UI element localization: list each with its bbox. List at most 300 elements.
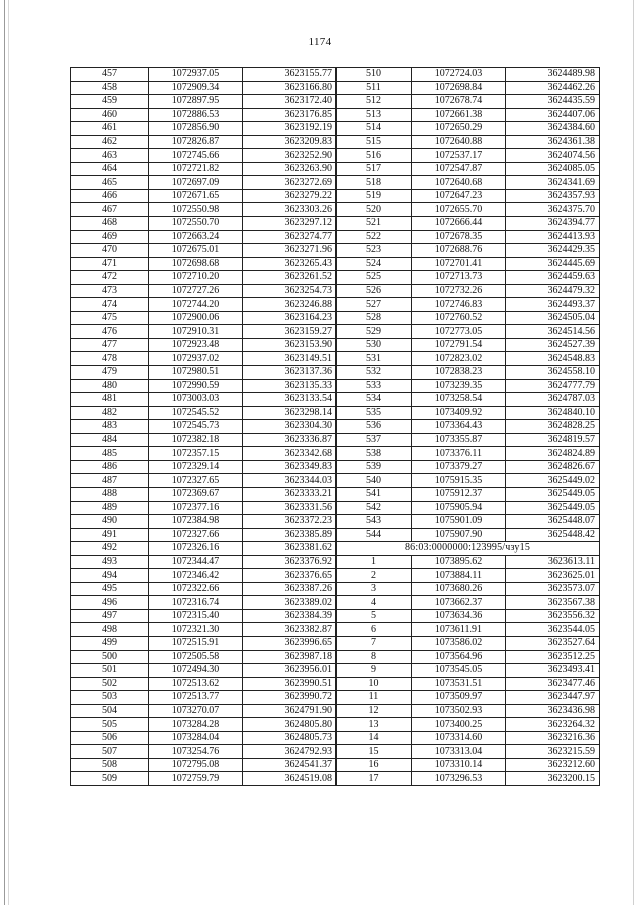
y-coordinate-cell: 3624505.04 bbox=[506, 311, 600, 325]
x-coordinate-cell: 1072663.24 bbox=[149, 230, 243, 244]
x-coordinate-cell: 1072701.41 bbox=[412, 257, 506, 271]
x-coordinate-cell: 1073258.54 bbox=[412, 393, 506, 407]
point-number-cell: 540 bbox=[336, 474, 412, 488]
y-coordinate-cell: 3623166.80 bbox=[243, 81, 337, 95]
point-number-cell: 492 bbox=[71, 542, 149, 556]
table-row bbox=[71, 406, 337, 420]
y-coordinate-cell: 3623436.98 bbox=[506, 704, 600, 718]
coordinates-table-left bbox=[70, 67, 337, 786]
point-number-cell: 520 bbox=[336, 203, 412, 217]
point-number-cell: 504 bbox=[71, 704, 149, 718]
point-number-cell: 481 bbox=[71, 393, 149, 407]
point-number-cell: 1 bbox=[336, 555, 412, 569]
table-row bbox=[71, 230, 337, 244]
y-coordinate-cell: 3623956.01 bbox=[243, 664, 337, 678]
y-coordinate-cell: 3624527.39 bbox=[506, 338, 600, 352]
x-coordinate-cell: 1073376.11 bbox=[412, 447, 506, 461]
y-coordinate-cell: 3623303.26 bbox=[243, 203, 337, 217]
x-coordinate-cell: 1072900.06 bbox=[149, 311, 243, 325]
point-number-cell: 483 bbox=[71, 420, 149, 434]
table-row bbox=[336, 528, 600, 542]
y-coordinate-cell: 3623990.51 bbox=[243, 677, 337, 691]
table-row bbox=[71, 379, 337, 393]
y-coordinate-cell: 3624558.10 bbox=[506, 366, 600, 380]
y-coordinate-cell: 3623176.85 bbox=[243, 108, 337, 122]
coordinates-table-right-body bbox=[336, 68, 600, 786]
x-coordinate-cell: 1072745.66 bbox=[149, 149, 243, 163]
point-number-cell: 500 bbox=[71, 650, 149, 664]
point-number-cell: 476 bbox=[71, 325, 149, 339]
point-number-cell: 490 bbox=[71, 515, 149, 529]
table-row bbox=[71, 122, 337, 136]
x-coordinate-cell: 1073884.11 bbox=[412, 569, 506, 583]
x-coordinate-cell: 1072923.48 bbox=[149, 338, 243, 352]
table-row bbox=[336, 650, 600, 664]
x-coordinate-cell: 1072326.16 bbox=[149, 542, 243, 556]
table-row bbox=[71, 474, 337, 488]
x-coordinate-cell: 1073509.97 bbox=[412, 691, 506, 705]
y-coordinate-cell: 3623212.60 bbox=[506, 758, 600, 772]
table-row bbox=[71, 447, 337, 461]
x-coordinate-cell: 1072547.87 bbox=[412, 162, 506, 176]
point-number-cell: 475 bbox=[71, 311, 149, 325]
x-coordinate-cell: 1075905.94 bbox=[412, 501, 506, 515]
point-number-cell: 467 bbox=[71, 203, 149, 217]
table-row bbox=[71, 569, 337, 583]
y-coordinate-cell: 3624840.10 bbox=[506, 406, 600, 420]
y-coordinate-cell: 3623477.46 bbox=[506, 677, 600, 691]
table-row bbox=[336, 81, 600, 95]
y-coordinate-cell: 3624085.05 bbox=[506, 162, 600, 176]
y-coordinate-cell: 3623527.64 bbox=[506, 636, 600, 650]
point-number-cell: 465 bbox=[71, 176, 149, 190]
x-coordinate-cell: 1072650.29 bbox=[412, 122, 506, 136]
table-row bbox=[336, 718, 600, 732]
y-coordinate-cell: 3623279.22 bbox=[243, 189, 337, 203]
table-row bbox=[336, 122, 600, 136]
point-number-cell: 511 bbox=[336, 81, 412, 95]
point-number-cell: 529 bbox=[336, 325, 412, 339]
y-coordinate-cell: 3623133.54 bbox=[243, 393, 337, 407]
table-row bbox=[336, 501, 600, 515]
table-row bbox=[71, 555, 337, 569]
x-coordinate-cell: 1072346.42 bbox=[149, 569, 243, 583]
point-number-cell: 4 bbox=[336, 596, 412, 610]
y-coordinate-cell: 3623149.51 bbox=[243, 352, 337, 366]
table-row bbox=[71, 772, 337, 786]
x-coordinate-cell: 1072698.68 bbox=[149, 257, 243, 271]
y-coordinate-cell: 3624493.37 bbox=[506, 298, 600, 312]
table-row bbox=[71, 542, 337, 556]
point-number-cell: 470 bbox=[71, 244, 149, 258]
x-coordinate-cell: 1073611.91 bbox=[412, 623, 506, 637]
x-coordinate-cell: 1072661.38 bbox=[412, 108, 506, 122]
x-coordinate-cell: 1072675.01 bbox=[149, 244, 243, 258]
y-coordinate-cell: 3623153.90 bbox=[243, 338, 337, 352]
table-row bbox=[336, 135, 600, 149]
table-row bbox=[336, 596, 600, 610]
x-coordinate-cell: 1072795.08 bbox=[149, 758, 243, 772]
y-coordinate-cell: 3623172.40 bbox=[243, 95, 337, 109]
table-row bbox=[71, 284, 337, 298]
y-coordinate-cell: 3624828.25 bbox=[506, 420, 600, 434]
point-number-cell: 464 bbox=[71, 162, 149, 176]
table-row bbox=[336, 582, 600, 596]
point-number-cell: 543 bbox=[336, 515, 412, 529]
x-coordinate-cell: 1072545.73 bbox=[149, 420, 243, 434]
y-coordinate-cell: 3624787.03 bbox=[506, 393, 600, 407]
point-number-cell: 536 bbox=[336, 420, 412, 434]
x-coordinate-cell: 1072357.15 bbox=[149, 447, 243, 461]
point-number-cell: 7 bbox=[336, 636, 412, 650]
x-coordinate-cell: 1072640.88 bbox=[412, 135, 506, 149]
x-coordinate-cell: 1075901.09 bbox=[412, 515, 506, 529]
table-row bbox=[71, 352, 337, 366]
x-coordinate-cell: 1072655.70 bbox=[412, 203, 506, 217]
point-number-cell: 16 bbox=[336, 758, 412, 772]
y-coordinate-cell: 3623271.96 bbox=[243, 244, 337, 258]
table-row bbox=[336, 460, 600, 474]
point-number-cell: 495 bbox=[71, 582, 149, 596]
x-coordinate-cell: 1072329.14 bbox=[149, 460, 243, 474]
table-row bbox=[71, 731, 337, 745]
table-row bbox=[336, 68, 600, 82]
y-coordinate-cell: 3623297.12 bbox=[243, 217, 337, 231]
table-row bbox=[336, 677, 600, 691]
point-number-cell: 463 bbox=[71, 149, 149, 163]
y-coordinate-cell: 3623265.43 bbox=[243, 257, 337, 271]
table-row bbox=[336, 176, 600, 190]
table-row bbox=[336, 352, 600, 366]
point-number-cell: 510 bbox=[336, 68, 412, 82]
point-number-cell: 531 bbox=[336, 352, 412, 366]
point-number-cell: 461 bbox=[71, 122, 149, 136]
y-coordinate-cell: 3623209.83 bbox=[243, 135, 337, 149]
x-coordinate-cell: 1072791.54 bbox=[412, 338, 506, 352]
x-coordinate-cell: 1072550.98 bbox=[149, 203, 243, 217]
table-row bbox=[71, 623, 337, 637]
y-coordinate-cell: 3624341.69 bbox=[506, 176, 600, 190]
table-row bbox=[336, 217, 600, 231]
scan-edge-left bbox=[4, 0, 5, 905]
y-coordinate-cell: 3623304.30 bbox=[243, 420, 337, 434]
table-row bbox=[336, 203, 600, 217]
x-coordinate-cell: 1073400.25 bbox=[412, 718, 506, 732]
table-row bbox=[336, 311, 600, 325]
table-row bbox=[71, 108, 337, 122]
point-number-cell: 460 bbox=[71, 108, 149, 122]
table-row bbox=[336, 758, 600, 772]
x-coordinate-cell: 1072550.70 bbox=[149, 217, 243, 231]
table-row bbox=[71, 176, 337, 190]
table-row bbox=[71, 582, 337, 596]
y-coordinate-cell: 3624541.37 bbox=[243, 758, 337, 772]
point-number-cell: 477 bbox=[71, 338, 149, 352]
table-row bbox=[71, 609, 337, 623]
x-coordinate-cell: 1075915.35 bbox=[412, 474, 506, 488]
point-number-cell: 514 bbox=[336, 122, 412, 136]
table-row bbox=[336, 162, 600, 176]
x-coordinate-cell: 1073564.96 bbox=[412, 650, 506, 664]
y-coordinate-cell: 3623385.89 bbox=[243, 528, 337, 542]
table-row bbox=[71, 420, 337, 434]
y-coordinate-cell: 3623349.83 bbox=[243, 460, 337, 474]
x-coordinate-cell: 1072990.59 bbox=[149, 379, 243, 393]
y-coordinate-cell: 3625449.05 bbox=[506, 487, 600, 501]
point-number-cell: 505 bbox=[71, 718, 149, 732]
y-coordinate-cell: 3624791.90 bbox=[243, 704, 337, 718]
y-coordinate-cell: 3623272.69 bbox=[243, 176, 337, 190]
point-number-cell: 533 bbox=[336, 379, 412, 393]
x-coordinate-cell: 1072322.66 bbox=[149, 582, 243, 596]
y-coordinate-cell: 3623544.05 bbox=[506, 623, 600, 637]
table-row bbox=[336, 474, 600, 488]
table-row bbox=[336, 704, 600, 718]
table-row bbox=[336, 230, 600, 244]
x-coordinate-cell: 1072678.74 bbox=[412, 95, 506, 109]
x-coordinate-cell: 1073254.76 bbox=[149, 745, 243, 759]
point-number-cell: 506 bbox=[71, 731, 149, 745]
x-coordinate-cell: 1073284.28 bbox=[149, 718, 243, 732]
y-coordinate-cell: 3624805.80 bbox=[243, 718, 337, 732]
x-coordinate-cell: 1072640.68 bbox=[412, 176, 506, 190]
y-coordinate-cell: 3624777.79 bbox=[506, 379, 600, 393]
x-coordinate-cell: 1072713.73 bbox=[412, 271, 506, 285]
x-coordinate-cell: 1072980.51 bbox=[149, 366, 243, 380]
scan-edge-right bbox=[633, 0, 634, 905]
point-number-cell: 2 bbox=[336, 569, 412, 583]
table-row bbox=[71, 162, 337, 176]
x-coordinate-cell: 1073895.62 bbox=[412, 555, 506, 569]
point-number-cell: 522 bbox=[336, 230, 412, 244]
y-coordinate-cell: 3623298.14 bbox=[243, 406, 337, 420]
point-number-cell: 478 bbox=[71, 352, 149, 366]
x-coordinate-cell: 1072897.95 bbox=[149, 95, 243, 109]
table-row bbox=[71, 677, 337, 691]
table-row bbox=[71, 298, 337, 312]
table-row bbox=[71, 135, 337, 149]
x-coordinate-cell: 1073409.92 bbox=[412, 406, 506, 420]
table-row bbox=[336, 555, 600, 569]
y-coordinate-cell: 3623344.03 bbox=[243, 474, 337, 488]
table-row bbox=[71, 81, 337, 95]
table-row bbox=[336, 298, 600, 312]
y-coordinate-cell: 3623216.36 bbox=[506, 731, 600, 745]
point-number-cell: 502 bbox=[71, 677, 149, 691]
point-number-cell: 469 bbox=[71, 230, 149, 244]
x-coordinate-cell: 1072688.76 bbox=[412, 244, 506, 258]
x-coordinate-cell: 1073680.26 bbox=[412, 582, 506, 596]
y-coordinate-cell: 3624548.83 bbox=[506, 352, 600, 366]
table-row bbox=[71, 501, 337, 515]
point-number-cell: 466 bbox=[71, 189, 149, 203]
x-coordinate-cell: 1072838.23 bbox=[412, 366, 506, 380]
x-coordinate-cell: 1072505.58 bbox=[149, 650, 243, 664]
x-coordinate-cell: 1073296.53 bbox=[412, 772, 506, 786]
table-row bbox=[336, 149, 600, 163]
y-coordinate-cell: 3623382.87 bbox=[243, 623, 337, 637]
table-row bbox=[336, 95, 600, 109]
x-coordinate-cell: 1073379.27 bbox=[412, 460, 506, 474]
y-coordinate-cell: 3624445.69 bbox=[506, 257, 600, 271]
point-number-cell: 518 bbox=[336, 176, 412, 190]
point-number-cell: 487 bbox=[71, 474, 149, 488]
point-number-cell: 11 bbox=[336, 691, 412, 705]
point-number-cell: 6 bbox=[336, 623, 412, 637]
y-coordinate-cell: 3624074.56 bbox=[506, 149, 600, 163]
point-number-cell: 489 bbox=[71, 501, 149, 515]
x-coordinate-cell: 1072697.09 bbox=[149, 176, 243, 190]
table-row bbox=[336, 772, 600, 786]
table-row bbox=[336, 623, 600, 637]
point-number-cell: 541 bbox=[336, 487, 412, 501]
x-coordinate-cell: 1072910.31 bbox=[149, 325, 243, 339]
table-row bbox=[71, 691, 337, 705]
coordinates-table-left-body bbox=[71, 68, 337, 786]
point-number-cell: 482 bbox=[71, 406, 149, 420]
y-coordinate-cell: 3625448.42 bbox=[506, 528, 600, 542]
y-coordinate-cell: 3623164.23 bbox=[243, 311, 337, 325]
x-coordinate-cell: 1072744.20 bbox=[149, 298, 243, 312]
x-coordinate-cell: 1072746.83 bbox=[412, 298, 506, 312]
point-number-cell: 515 bbox=[336, 135, 412, 149]
y-coordinate-cell: 3624375.70 bbox=[506, 203, 600, 217]
y-coordinate-cell: 3623613.11 bbox=[506, 555, 600, 569]
x-coordinate-cell: 1072937.02 bbox=[149, 352, 243, 366]
x-coordinate-cell: 1072698.84 bbox=[412, 81, 506, 95]
table-row bbox=[71, 257, 337, 271]
point-number-cell: 473 bbox=[71, 284, 149, 298]
point-number-cell: 503 bbox=[71, 691, 149, 705]
point-number-cell: 8 bbox=[336, 650, 412, 664]
y-coordinate-cell: 3623264.32 bbox=[506, 718, 600, 732]
point-number-cell: 526 bbox=[336, 284, 412, 298]
point-number-cell: 525 bbox=[336, 271, 412, 285]
point-number-cell: 484 bbox=[71, 433, 149, 447]
y-coordinate-cell: 3624792.93 bbox=[243, 745, 337, 759]
table-row bbox=[336, 284, 600, 298]
point-number-cell: 474 bbox=[71, 298, 149, 312]
point-number-cell: 497 bbox=[71, 609, 149, 623]
y-coordinate-cell: 3623996.65 bbox=[243, 636, 337, 650]
point-number-cell: 13 bbox=[336, 718, 412, 732]
y-coordinate-cell: 3624394.77 bbox=[506, 217, 600, 231]
point-number-cell: 468 bbox=[71, 217, 149, 231]
point-number-cell: 459 bbox=[71, 95, 149, 109]
table-row bbox=[336, 325, 600, 339]
point-number-cell: 17 bbox=[336, 772, 412, 786]
point-number-cell: 486 bbox=[71, 460, 149, 474]
y-coordinate-cell: 3624407.06 bbox=[506, 108, 600, 122]
x-coordinate-cell: 1072759.79 bbox=[149, 772, 243, 786]
x-coordinate-cell: 1073314.60 bbox=[412, 731, 506, 745]
y-coordinate-cell: 3624514.56 bbox=[506, 325, 600, 339]
x-coordinate-cell: 1072327.65 bbox=[149, 474, 243, 488]
y-coordinate-cell: 3623376.65 bbox=[243, 569, 337, 583]
x-coordinate-cell: 1072856.90 bbox=[149, 122, 243, 136]
point-number-cell: 471 bbox=[71, 257, 149, 271]
y-coordinate-cell: 3624824.89 bbox=[506, 447, 600, 461]
point-number-cell: 508 bbox=[71, 758, 149, 772]
table-row bbox=[336, 379, 600, 393]
point-number-cell: 528 bbox=[336, 311, 412, 325]
table-row bbox=[71, 718, 337, 732]
y-coordinate-cell: 3623447.97 bbox=[506, 691, 600, 705]
point-number-cell: 499 bbox=[71, 636, 149, 650]
point-number-cell: 516 bbox=[336, 149, 412, 163]
table-row bbox=[336, 366, 600, 380]
x-coordinate-cell: 1072886.53 bbox=[149, 108, 243, 122]
y-coordinate-cell: 3623159.27 bbox=[243, 325, 337, 339]
table-row bbox=[71, 271, 337, 285]
table-row bbox=[71, 189, 337, 203]
x-coordinate-cell: 1073364.43 bbox=[412, 420, 506, 434]
table-row bbox=[71, 95, 337, 109]
table-row bbox=[71, 244, 337, 258]
table-row bbox=[336, 420, 600, 434]
y-coordinate-cell: 3624519.08 bbox=[243, 772, 337, 786]
x-coordinate-cell: 1072344.47 bbox=[149, 555, 243, 569]
x-coordinate-cell: 1072724.03 bbox=[412, 68, 506, 82]
x-coordinate-cell: 1073586.02 bbox=[412, 636, 506, 650]
point-number-cell: 539 bbox=[336, 460, 412, 474]
point-number-cell: 534 bbox=[336, 393, 412, 407]
x-coordinate-cell: 1072721.82 bbox=[149, 162, 243, 176]
table-row bbox=[71, 203, 337, 217]
y-coordinate-cell: 3624429.35 bbox=[506, 244, 600, 258]
y-coordinate-cell: 3623387.26 bbox=[243, 582, 337, 596]
y-coordinate-cell: 3624826.67 bbox=[506, 460, 600, 474]
y-coordinate-cell: 3623376.92 bbox=[243, 555, 337, 569]
table-row bbox=[71, 149, 337, 163]
y-coordinate-cell: 3623493.41 bbox=[506, 664, 600, 678]
y-coordinate-cell: 3624435.59 bbox=[506, 95, 600, 109]
x-coordinate-cell: 1072384.98 bbox=[149, 515, 243, 529]
y-coordinate-cell: 3623342.68 bbox=[243, 447, 337, 461]
point-number-cell: 462 bbox=[71, 135, 149, 149]
table-row bbox=[71, 217, 337, 231]
point-number-cell: 507 bbox=[71, 745, 149, 759]
y-coordinate-cell: 3623274.77 bbox=[243, 230, 337, 244]
y-coordinate-cell: 3623567.38 bbox=[506, 596, 600, 610]
point-number-cell: 527 bbox=[336, 298, 412, 312]
x-coordinate-cell: 1072327.66 bbox=[149, 528, 243, 542]
point-number-cell: 544 bbox=[336, 528, 412, 542]
table-row bbox=[71, 596, 337, 610]
y-coordinate-cell: 3623137.36 bbox=[243, 366, 337, 380]
table-row bbox=[71, 393, 337, 407]
table-row bbox=[336, 433, 600, 447]
table-row bbox=[336, 691, 600, 705]
table-row bbox=[71, 515, 337, 529]
table-row bbox=[71, 528, 337, 542]
table-row bbox=[71, 366, 337, 380]
y-coordinate-cell: 3624479.32 bbox=[506, 284, 600, 298]
x-coordinate-cell: 1072377.16 bbox=[149, 501, 243, 515]
point-number-cell: 12 bbox=[336, 704, 412, 718]
point-number-cell: 9 bbox=[336, 664, 412, 678]
point-number-cell: 496 bbox=[71, 596, 149, 610]
table-row bbox=[71, 433, 337, 447]
point-number-cell: 498 bbox=[71, 623, 149, 637]
point-number-cell: 10 bbox=[336, 677, 412, 691]
table-row bbox=[71, 745, 337, 759]
table-row bbox=[71, 758, 337, 772]
y-coordinate-cell: 3623252.90 bbox=[243, 149, 337, 163]
point-number-cell: 491 bbox=[71, 528, 149, 542]
y-coordinate-cell: 3624489.98 bbox=[506, 68, 600, 82]
x-coordinate-cell: 1072513.77 bbox=[149, 691, 243, 705]
